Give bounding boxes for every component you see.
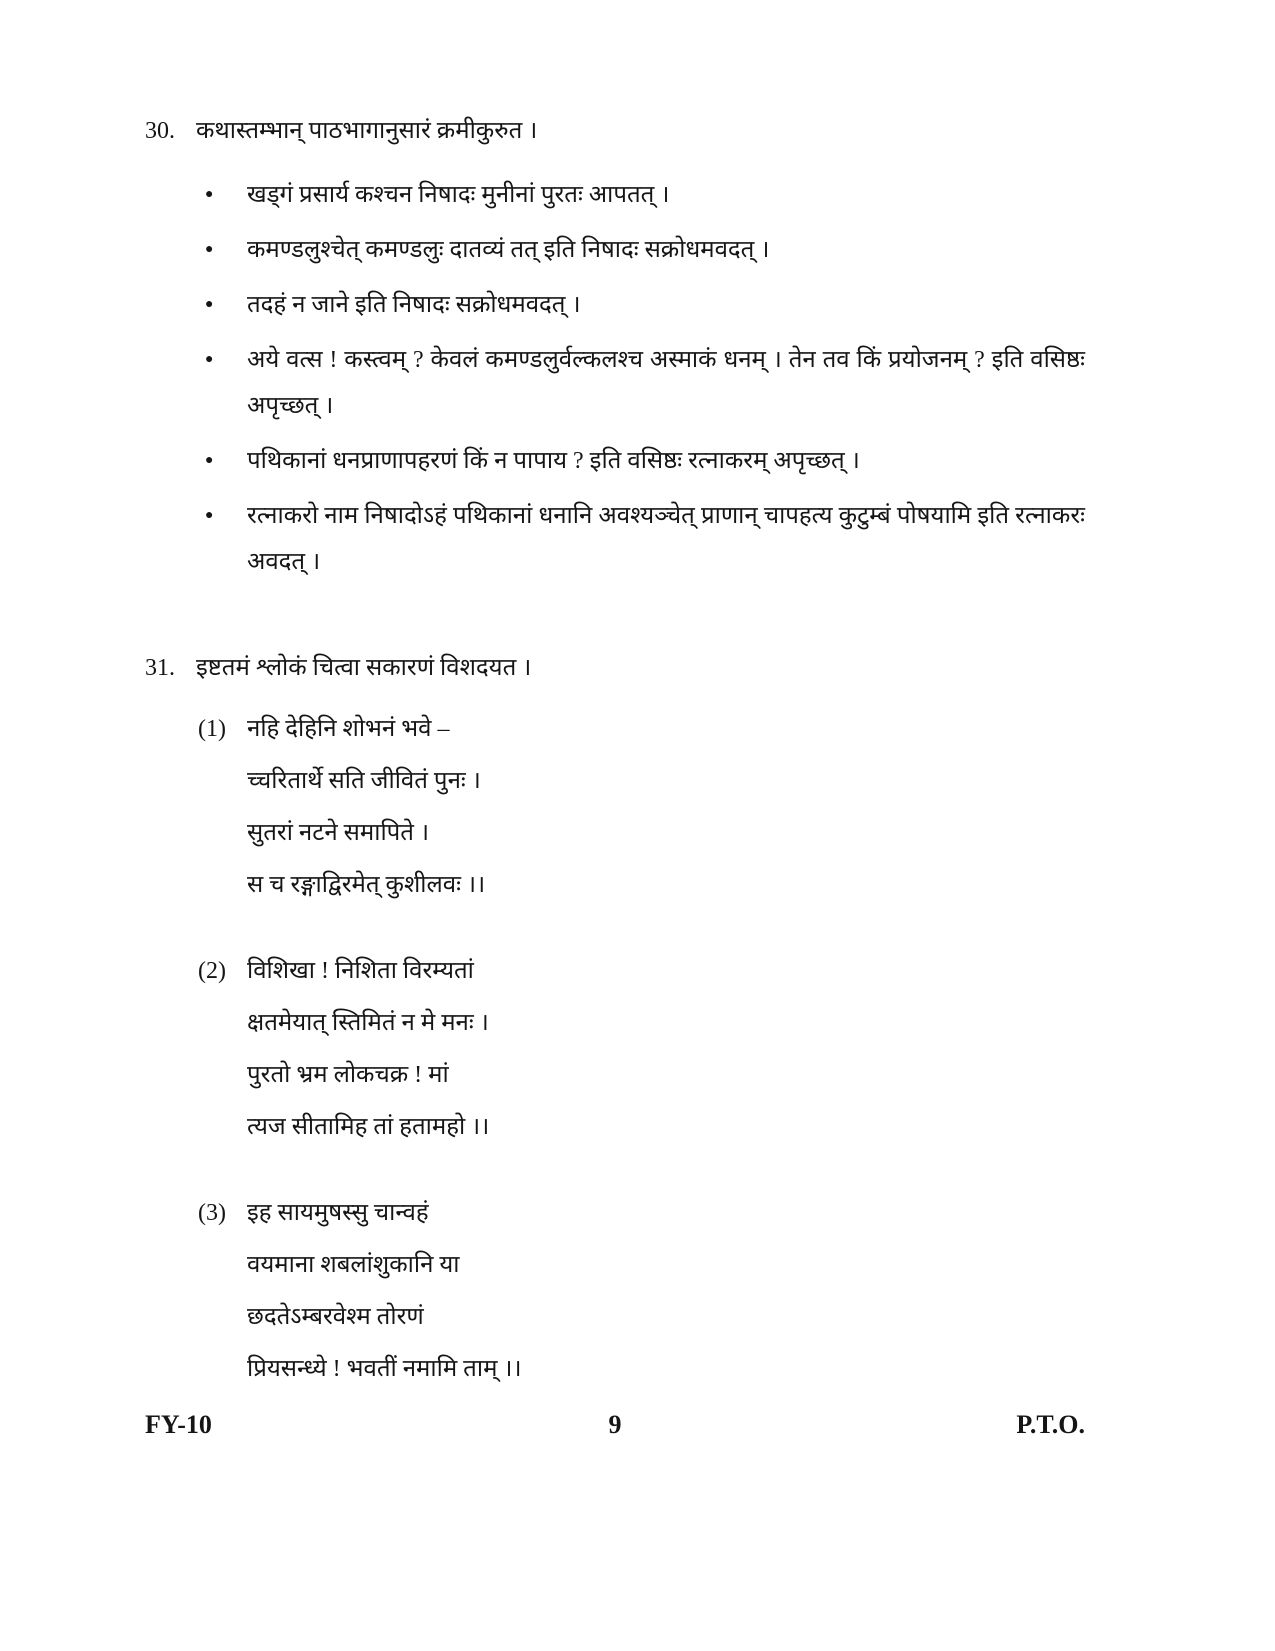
bullet-icon: ● [205,297,214,312]
bullet-list [145,172,1085,585]
bullet-icon: ● [205,187,214,202]
page-number: 9 [608,1410,622,1439]
shloka-line: पुरतो भ्रम लोकचक्र ! मां [247,1062,449,1088]
option-number: (3) [198,1200,226,1226]
shloka-line: त्यज सीतामिह तां हतामहो ।। [247,1114,490,1140]
question-31 [145,645,1085,1395]
shloka-line: क्षतमेयात् स्तिमितं न मे मनः । [247,1010,489,1036]
bullet-text: खड्गं प्रसार्य कश्चन निषादः मुनीनां पुरतः आपतत् । [247,182,670,208]
shloka-option-2 [145,945,1085,1153]
bullet-text: रत्नाकरो नाम निषादोऽहं पथिकानां धनानि अवश्यञ्चेत् प्राणान् चापहत्य कुटुम्बं पोषयामि इति रत्नाकरः अवदत् । [247,503,1085,575]
bullet-text: अये वत्स ! कस्त्वम् ? केवलं कमण्डलुर्वल्कलश्च अस्माकं धनम् । तेन तव किं प्रयोजनम् ? इति वसिष्ठः अपृच्छत् । [247,347,1085,419]
question-31-header [145,645,1085,691]
page-content [145,108,1085,1395]
question-number: 30. [145,118,175,144]
list-item [205,337,1085,429]
bullet-icon: ● [205,352,214,367]
list-item [205,438,1085,484]
list-item [205,227,1085,273]
bullet-icon: ● [205,453,214,468]
shloka-line: इह सायमुषस्सु चान्वहं [247,1200,429,1226]
bullet-text: तदहं न जाने इति निषादः सक्रोधमवदत् । [247,292,581,318]
pto-label: P.T.O. [1016,1410,1085,1439]
page-footer [145,1402,1085,1448]
option-number: (1) [198,716,226,742]
list-item [205,493,1085,585]
paper-code: FY-10 [145,1410,212,1439]
shloka-line: वयमाना शबलांशुकानि या [247,1252,460,1278]
shloka-lines [247,1187,1085,1395]
shloka-line: प्रियसन्ध्ये ! भवतीं नमामि ताम् ।। [247,1356,522,1382]
shloka-line: नहि देहिनि शोभनं भवे – [247,716,450,742]
shloka-option-1 [145,703,1085,911]
list-item [205,172,1085,218]
bullet-icon: ● [205,242,214,257]
question-30-header [145,108,1085,154]
question-prompt: कथास्तम्भान् पाठभागानुसारं क्रमीकुरुत । [196,118,538,144]
list-item [205,282,1085,328]
shloka-line: च्चरितार्थे सति जीवितं पुनः । [247,768,481,794]
shloka-line: स च रङ्गाद्विरमेत् कुशीलवः ।। [247,872,486,898]
shloka-option-3 [145,1187,1085,1395]
shloka-line: विशिखा ! निशिता विरम्यतां [247,958,474,984]
shloka-lines [247,945,1085,1153]
bullet-text: पथिकानां धनप्राणापहरणं किं न पापाय ? इति वसिष्ठः रत्नाकरम् अपृच्छत् । [247,448,860,474]
shloka-lines [247,703,1085,911]
shloka-line: सुतरां नटने समापिते । [247,820,430,846]
question-30 [145,108,1085,585]
question-prompt: इष्टतमं श्लोकं चित्वा सकारणं विशदयत । [196,655,532,681]
bullet-text: कमण्डलुश्चेत् कमण्डलुः दातव्यं तत् इति निषादः सक्रोधमवदत् । [247,237,770,263]
bullet-icon: ● [205,508,214,523]
option-number: (2) [198,958,226,984]
shloka-line: छदतेऽम्बरवेश्म तोरणं [247,1304,424,1330]
question-number: 31. [145,655,175,681]
